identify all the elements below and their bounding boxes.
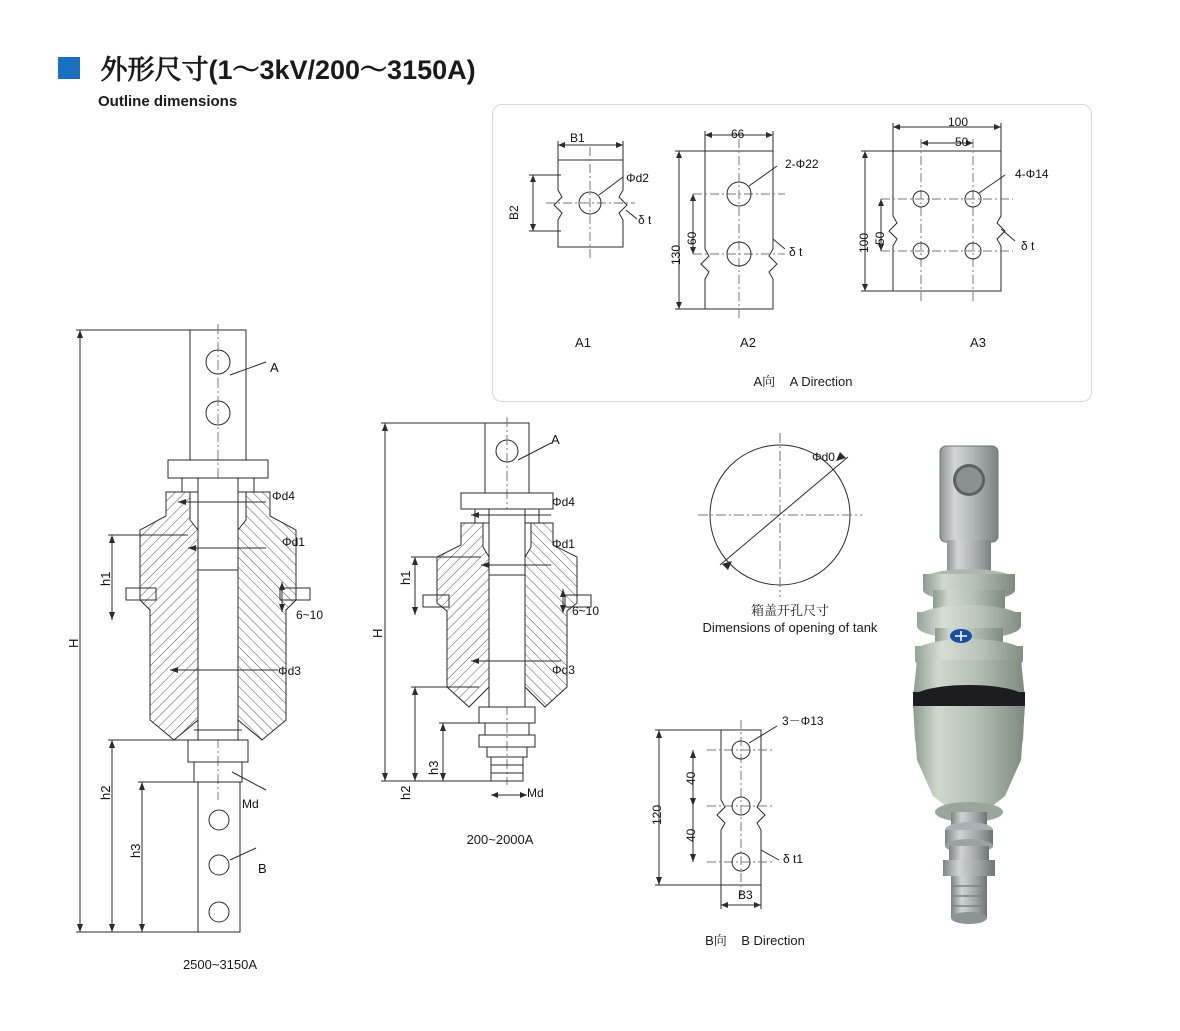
a2-label: A2 xyxy=(740,335,756,350)
right-dim-h3: h3 xyxy=(426,760,441,775)
right-dim-phi-d3: Φd3 xyxy=(552,663,575,677)
left-dim-h2: h2 xyxy=(98,785,113,800)
a1-dim-delta-t: δ t xyxy=(638,213,652,227)
right-dim-phi-d1: Φd1 xyxy=(552,537,575,551)
b-direction-caption xyxy=(645,930,865,949)
a-direction-panel xyxy=(492,104,1092,402)
a-direction-caption-cn: A向 xyxy=(753,374,776,389)
left-label-a: A xyxy=(270,360,279,375)
left-label-b: B xyxy=(258,861,267,876)
a1-label: A1 xyxy=(575,335,591,350)
a1-drawing xyxy=(513,135,683,395)
tank-opening-dim-phi-d0: Φd0 xyxy=(812,450,835,464)
page-subtitle: Outline dimensions xyxy=(98,93,238,110)
b-dim-b3: B3 xyxy=(738,888,753,902)
header-marker-icon xyxy=(58,57,80,79)
a2-dim-66: 66 xyxy=(731,127,745,141)
a3-dim-4-phi14: 4-Φ14 xyxy=(1015,167,1049,181)
a3-dim-50-top: 50 xyxy=(955,135,969,149)
tank-opening-caption-cn: 箱盖开孔尺寸 xyxy=(750,603,829,618)
left-dim-phi-d3: Φd3 xyxy=(278,664,301,678)
right-dim-h1: h1 xyxy=(398,570,413,585)
right-dim-h: H xyxy=(370,628,385,638)
b-dim-3-phi13: 3－Φ13 xyxy=(782,714,824,728)
a2-dim-130: 130 xyxy=(669,244,683,265)
a-direction-caption xyxy=(693,371,913,390)
a3-dim-delta-t: δ t xyxy=(1021,239,1035,253)
left-dim-h1: h1 xyxy=(98,571,113,586)
b-dim-120: 120 xyxy=(650,804,664,825)
a3-dim-100-top: 100 xyxy=(948,115,969,129)
a1-dim-b1: B1 xyxy=(570,131,585,145)
b-dim-40-lower: 40 xyxy=(684,828,698,842)
tank-opening-caption-en: Dimensions of opening of tank xyxy=(702,620,878,635)
right-dim-6-10: 6~10 xyxy=(572,604,600,618)
left-dim-h3: h3 xyxy=(128,843,143,858)
a3-label: A3 xyxy=(970,335,986,350)
a2-dim-2-phi22: 2-Φ22 xyxy=(785,157,819,171)
left-dim-6-10: 6~10 xyxy=(296,608,324,622)
right-dim-phi-d4: Φd4 xyxy=(552,495,575,509)
left-dim-phi-d1: Φd1 xyxy=(282,535,305,549)
b-direction-caption-cn: B向 xyxy=(705,933,727,948)
a2-dim-60: 60 xyxy=(685,231,699,245)
a1-dim-phi-d2: Φd2 xyxy=(626,171,649,185)
page-header xyxy=(58,48,476,110)
left-dim-md: Md xyxy=(242,797,259,811)
right-view-caption: 200~2000A xyxy=(466,832,534,847)
left-view-caption: 2500~3150A xyxy=(182,957,258,972)
a2-dim-delta-t: δ t xyxy=(789,245,803,259)
left-dim-phi-d4: Φd4 xyxy=(272,489,295,503)
right-dim-md: Md xyxy=(527,786,544,800)
left-dim-h: H xyxy=(66,638,81,648)
page-title: 外形尺寸(1～3kV/200～3150A) xyxy=(100,55,476,85)
right-dim-h2: h2 xyxy=(398,785,413,800)
b-direction-drawing xyxy=(645,710,865,940)
right-section-drawing xyxy=(375,415,625,835)
a3-dim-100-left: 100 xyxy=(857,232,871,253)
b-direction-caption-en: B Direction xyxy=(741,933,805,948)
product-photo xyxy=(855,440,1085,960)
a3-dim-50-left: 50 xyxy=(873,231,887,245)
right-label-a: A xyxy=(551,432,560,447)
a1-dim-b2: B2 xyxy=(507,205,521,220)
a-direction-caption-en: A Direction xyxy=(789,374,853,389)
b-dim-40-upper: 40 xyxy=(684,771,698,785)
b-dim-delta-t1: δ t1 xyxy=(783,852,804,866)
left-section-drawing xyxy=(70,320,370,960)
